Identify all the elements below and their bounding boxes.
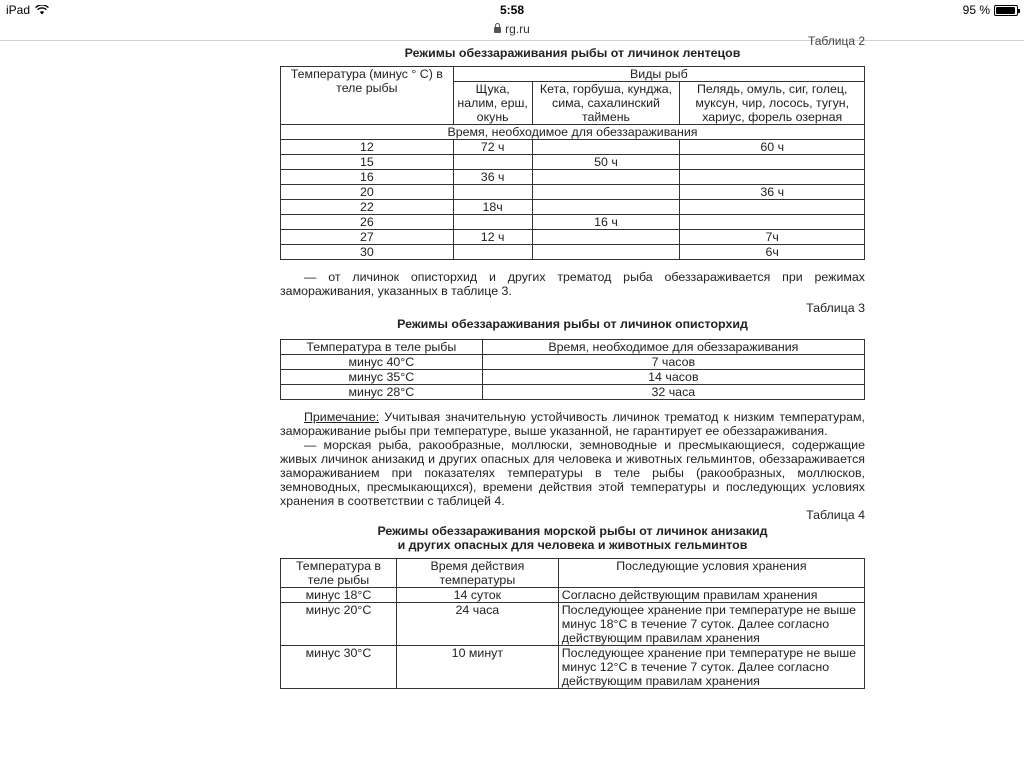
cell xyxy=(453,185,532,200)
note-label: Примечание: xyxy=(304,410,380,424)
cell: Последующее хранение при температуре не выше минус 12°С в течение 7 суток. Далее согласно действующим правилам хранения xyxy=(558,646,864,689)
previous-table-label: Таблица 2 xyxy=(807,34,865,48)
table-row xyxy=(281,200,865,215)
cell: 14 суток xyxy=(396,588,558,603)
cell: минус 40°С xyxy=(281,355,483,370)
cell: 6ч xyxy=(680,245,865,260)
header-cell: Температура в теле рыбы xyxy=(281,340,483,355)
table2 xyxy=(280,66,865,260)
cell: 36 ч xyxy=(680,185,865,200)
table3-header-row xyxy=(281,340,865,355)
cell xyxy=(532,140,680,155)
table-row xyxy=(281,646,865,689)
cell: 7 часов xyxy=(482,355,864,370)
cell: 15 xyxy=(281,155,454,170)
cell: 12 xyxy=(281,140,454,155)
cell xyxy=(680,215,865,230)
cell: 36 ч xyxy=(453,170,532,185)
species-cell: Кета, горбуша, кунджа, сима, сахалинский таймень xyxy=(532,82,680,125)
table2-species-header: Виды рыб xyxy=(453,67,864,82)
table-row xyxy=(281,355,865,370)
status-bar xyxy=(0,0,1024,20)
cell: 22 xyxy=(281,200,454,215)
table-row xyxy=(281,245,865,260)
table2-time-header: Время, необходимое для обеззараживания xyxy=(281,125,865,140)
cell: 32 часа xyxy=(482,385,864,400)
battery-icon xyxy=(994,5,1018,16)
cell: 16 xyxy=(281,170,454,185)
cell: 27 xyxy=(281,230,454,245)
note-paragraph xyxy=(280,410,865,438)
table4-title-line1: Режимы обеззараживания морской рыбы от личинок анизакид xyxy=(377,524,768,538)
table2-temp-header: Температура (минус ° С) в теле рыбы xyxy=(281,67,454,125)
cell xyxy=(680,200,865,215)
cell: 10 минут xyxy=(396,646,558,689)
table-row xyxy=(281,155,865,170)
cell: 50 ч xyxy=(532,155,680,170)
table2-title: Режимы обеззараживания рыбы от личинок лентецов xyxy=(404,46,741,60)
species-cell: Щука, налим, ерш, окунь xyxy=(453,82,532,125)
table-row xyxy=(281,370,865,385)
table4-title-line2: и других опасных для человека и животных гельминтов xyxy=(397,538,748,552)
note-text: Учитывая значительную устойчивость личинок трематод к низким температурам, замораживание рыбы при температуре, выше указанной, не гарантирует ее обеззараживания. xyxy=(280,410,865,438)
cell: минус 20°С xyxy=(281,603,397,646)
table-row xyxy=(281,588,865,603)
cell xyxy=(532,245,680,260)
url-text: rg.ru xyxy=(505,22,530,36)
table4 xyxy=(280,558,865,689)
table-row xyxy=(281,140,865,155)
header-cell: Время, необходимое для обеззараживания xyxy=(482,340,864,355)
table-row xyxy=(281,230,865,245)
cell xyxy=(532,170,680,185)
header-cell: Последующие условия хранения xyxy=(558,559,864,588)
cell xyxy=(680,170,865,185)
cell: Согласно действующим правилам хранения xyxy=(558,588,864,603)
table3-label: Таблица 3 xyxy=(806,301,865,315)
paragraph-trematodes: — от личинок описторхид и других трематод рыба обеззараживается при режимах замораживания, указанных в таблице 3. xyxy=(280,270,865,298)
clock: 5:58 xyxy=(499,3,525,17)
table3-title: Режимы обеззараживания рыбы от личинок описторхид xyxy=(397,317,748,331)
cell: 60 ч xyxy=(680,140,865,155)
cell: 7ч xyxy=(680,230,865,245)
cell: минус 35°С xyxy=(281,370,483,385)
table3 xyxy=(280,339,865,400)
address-bar[interactable] xyxy=(0,20,1024,41)
cell: 72 ч xyxy=(453,140,532,155)
cell: 14 часов xyxy=(482,370,864,385)
status-right xyxy=(963,3,1018,17)
device-name: iPad xyxy=(6,3,31,17)
cell xyxy=(453,155,532,170)
paragraph-anisakids: — морская рыба, ракообразные, моллюски, земноводные и пресмыкающиеся, содержащие живых личинок анизакид и других опасных для человека и животных гельминтов, обеззараживается замораживанием при показателях температуры в теле рыбы (ракообразных, моллюсков, земноводных, пресмыкающихся), времени действия этой температуры и последующих условиях хранения в соответствии с таблицей 4. xyxy=(280,438,865,508)
cell: минус 18°С xyxy=(281,588,397,603)
table2-time-header-row xyxy=(281,125,865,140)
cell: 30 xyxy=(281,245,454,260)
table-row xyxy=(281,215,865,230)
table-row xyxy=(281,170,865,185)
header-cell: Температура в теле рыбы xyxy=(281,559,397,588)
cell xyxy=(532,185,680,200)
cell: 24 часа xyxy=(396,603,558,646)
cell xyxy=(532,230,680,245)
table-row xyxy=(281,603,865,646)
table-row xyxy=(281,185,865,200)
lock-icon xyxy=(494,27,501,33)
url-display[interactable] xyxy=(494,21,530,36)
cell: 12 ч xyxy=(453,230,532,245)
cell xyxy=(453,215,532,230)
cell: минус 28°С xyxy=(281,385,483,400)
cell xyxy=(453,245,532,260)
table2-header-row xyxy=(281,67,865,82)
cell: минус 30°С xyxy=(281,646,397,689)
table-row xyxy=(281,385,865,400)
cell xyxy=(680,155,865,170)
species-cell: Пелядь, омуль, сиг, голец, муксун, чир, лосось, тугун, хариус, форель озерная xyxy=(680,82,865,125)
header-cell: Время действия температуры xyxy=(396,559,558,588)
cell: Последующее хранение при температуре не выше минус 18°С в течение 7 суток. Далее согласно действующим правилам хранения xyxy=(558,603,864,646)
table4-header-row xyxy=(281,559,865,588)
cell: 26 xyxy=(281,215,454,230)
cell xyxy=(532,200,680,215)
table4-label: Таблица 4 xyxy=(806,508,865,522)
battery-percent: 95 % xyxy=(962,3,990,17)
document-page xyxy=(280,34,865,689)
cell: 20 xyxy=(281,185,454,200)
cell: 18ч xyxy=(453,200,532,215)
battery-fill xyxy=(996,7,1015,14)
cell: 16 ч xyxy=(532,215,680,230)
